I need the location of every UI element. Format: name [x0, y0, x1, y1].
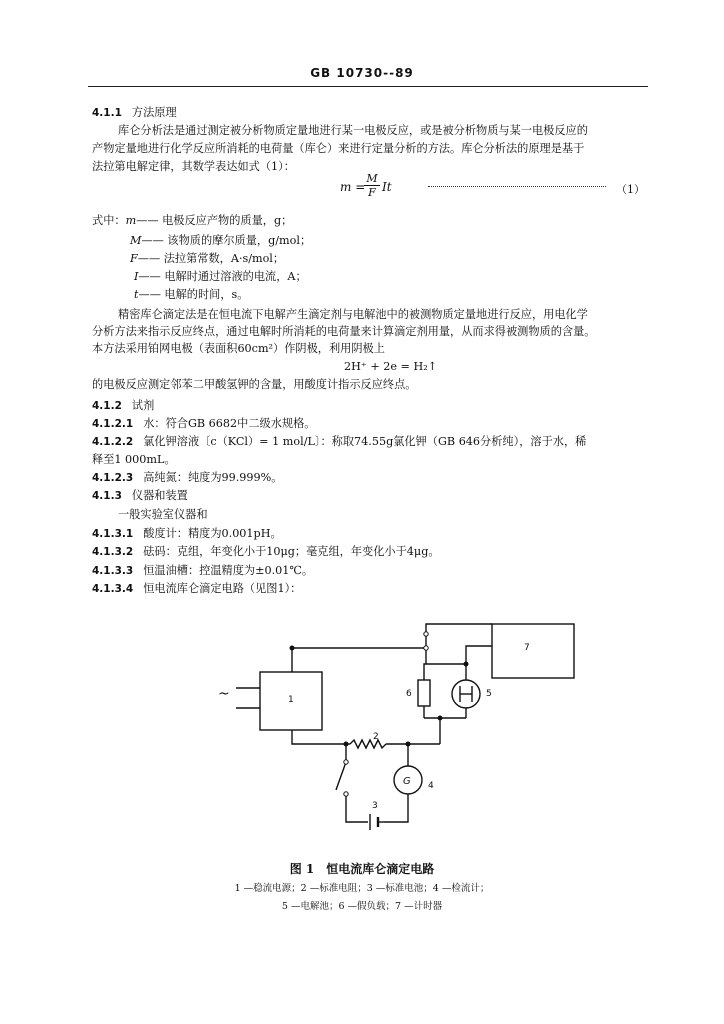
wire [384, 794, 408, 822]
item-text: 酸度计：精度为0.001pH。 [143, 527, 282, 540]
junction-dot [464, 662, 468, 666]
wire-to-cell-5 [426, 664, 466, 680]
label-1: 1 [288, 695, 294, 705]
section-title: 仪器和装置 [131, 489, 188, 502]
figure-legend-line: 5 —电解池；6 —假负载；7 —计时器 [281, 901, 443, 912]
where-prefix: 式中： [92, 214, 126, 227]
fraction-numerator: M [364, 172, 380, 186]
terminal-dot [424, 632, 428, 636]
galvanometer-letter: G [403, 776, 411, 787]
junction-dot [438, 716, 442, 720]
standard-resistor-symbol [350, 740, 386, 748]
paragraph-line: 库仑分析法是通过测定被分析物质定量地进行某一电极反应，或是被分析物质与某一电极反应的 [118, 124, 588, 137]
section-title: 试剂 [131, 399, 155, 412]
paragraph-line: 一般实验室仪器和 [118, 508, 208, 521]
item-number: 4.1.2.3 [92, 472, 134, 484]
var-symbol: M [130, 234, 142, 247]
item-text: 高纯氮：纯度为99.999%。 [143, 471, 283, 484]
dummy-load-resistor [418, 680, 430, 706]
label-5: 5 [486, 689, 492, 699]
item-text: 恒电流库仑滴定电路（见图1）： [143, 582, 302, 595]
section-number: 4.1.1 [92, 107, 122, 119]
section-number: 4.1.2 [92, 400, 122, 412]
switch-terminal [344, 792, 348, 796]
var-description: —— 电解时通过溶液的电流，A； [138, 270, 307, 283]
label-6: 6 [406, 689, 412, 699]
var-description: —— 电解的时间，s。 [138, 288, 249, 301]
junction-dot [344, 742, 348, 746]
paragraph-line: 分析方法来指示反应终点，通过电解时所消耗的电荷量来计算滴定剂用量，从而求得被测物质的含量。 [92, 325, 596, 338]
wire-bottom-left [292, 730, 350, 744]
switch-blade [336, 762, 346, 790]
var-symbol: F [130, 252, 138, 265]
var-description: —— 电极反应产物的质量，g； [136, 214, 293, 227]
label-7: 7 [524, 643, 530, 653]
item-text: 砝码：克组，年变化小于10μg；毫克组，年变化小于4μg。 [143, 545, 440, 558]
junction-dot [290, 646, 294, 650]
paragraph-line: 精密库仑滴定法是在恒电流下电解产生滴定剂与电解池中的被测物质定量地进行反应，用电化学 [118, 308, 588, 321]
equation-rhs: It [382, 180, 392, 194]
paragraph-line: 产物定量地进行化学反应所消耗的电荷量（库仑）来进行定量分析的方法。库仑分析法的原理是基于 [92, 142, 585, 155]
item-text: 氯化钾溶液〔c（KCl）= 1 mol/L〕：称取74.55g氯化钾（GB 646分析纯），溶于水，稀 [143, 435, 587, 448]
paragraph-line: 本方法采用铂网电极（表面积60cm²）作阴极，利用阴极上 [92, 342, 385, 355]
timer-box [492, 624, 574, 678]
item-text: 水：符合GB 6682中二级水规格。 [143, 417, 316, 430]
junction-dot [406, 742, 410, 746]
section-title: 方法原理 [131, 106, 177, 119]
figure-legend-line: 1 —稳流电源；2 —标准电阻；3 —标准电池；4 —检流计； [234, 883, 490, 894]
wire [346, 794, 368, 822]
wire-to-resistor-6 [424, 664, 426, 680]
wire-timer-top [426, 624, 492, 634]
label-3: 3 [372, 801, 378, 811]
var-symbol: I [134, 270, 139, 283]
equation-lhs: m = [340, 180, 366, 194]
figure-caption: 图 1 恒电流库仑滴定电路 [289, 862, 435, 876]
label-2: 2 [373, 732, 379, 742]
item-number: 4.1.2.1 [92, 418, 134, 430]
wire-timer-mid [466, 646, 492, 664]
fraction-denominator: F [368, 186, 376, 199]
switch-pivot [344, 760, 348, 764]
electrode-reaction: 2H⁺ + 2e = H₂↑ [344, 360, 438, 373]
section-number: 4.1.3 [92, 490, 122, 502]
item-number: 4.1.3.1 [92, 528, 134, 540]
item-number: 4.1.3.2 [92, 546, 134, 558]
var-symbol: t [134, 288, 139, 301]
reagent-item-continuation: 释至1 000mL。 [92, 453, 176, 466]
ac-symbol: ~ [218, 686, 230, 702]
paragraph-line: 的电极反应测定邻苯二甲酸氢钾的含量，用酸度计指示反应终点。 [92, 378, 417, 391]
wire-top [292, 648, 426, 672]
equation-number: （1） [616, 183, 645, 196]
label-4: 4 [428, 781, 434, 791]
var-symbol: m [125, 214, 137, 227]
var-description: —— 法拉第常数，A·s/mol； [137, 252, 285, 265]
item-number: 4.1.2.2 [92, 436, 134, 448]
item-number: 4.1.3.3 [92, 565, 134, 577]
item-text: 恒温油槽：控温精度为±0.01℃。 [143, 564, 314, 577]
var-description: —— 该物质的摩尔质量，g/mol； [141, 234, 312, 247]
item-number: 4.1.3.4 [92, 583, 134, 595]
terminal-dot [424, 646, 428, 650]
standard-number-header: GB 10730--89 [310, 66, 414, 80]
paragraph-line: 法拉第电解定律，其数学表达如式（1）： [92, 160, 295, 173]
